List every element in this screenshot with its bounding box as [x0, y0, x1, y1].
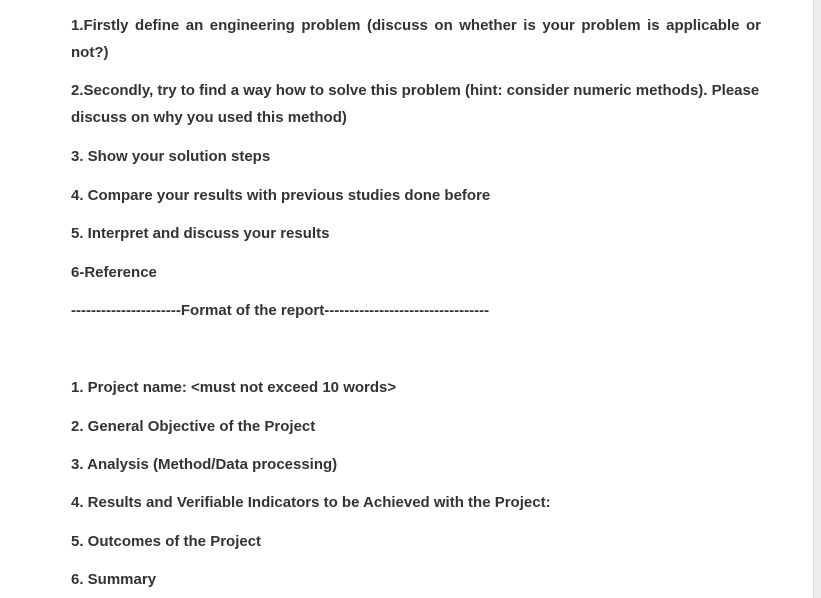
instruction-item-1: 1.Firstly define an engineering problem (discuss on whether is your problem is applicable or not?) — [71, 17, 761, 61]
instruction-item-5: 5. Interpret and discuss your results — [71, 225, 330, 242]
format-item-3: 3. Analysis (Method/Data processing) — [71, 456, 338, 473]
format-item-6: 6. Summary — [71, 571, 157, 588]
format-item-4: 4. Results and Verifiable Indicators to be Achieved with the Project: — [71, 494, 551, 511]
format-item-1: 1. Project name: <must not exceed 10 words> — [71, 379, 397, 396]
instruction-item-2: 2.Secondly, try to find a way how to solve this problem (hint: consider numeric methods). Please discuss on why you used this method) — [71, 82, 760, 126]
format-item-5: 5. Outcomes of the Project — [71, 533, 262, 550]
instruction-item-3: 3. Show your solution steps — [71, 148, 271, 165]
format-item-2: 2. General Objective of the Project — [71, 418, 316, 435]
instruction-item-6: 6-Reference — [71, 264, 157, 281]
format-section-header: ----------------------Format of the report--------------------------------- — [71, 302, 490, 319]
vertical-scrollbar[interactable] — [813, 0, 821, 598]
instruction-item-4: 4. Compare your results with previous studies done before — [71, 187, 491, 204]
